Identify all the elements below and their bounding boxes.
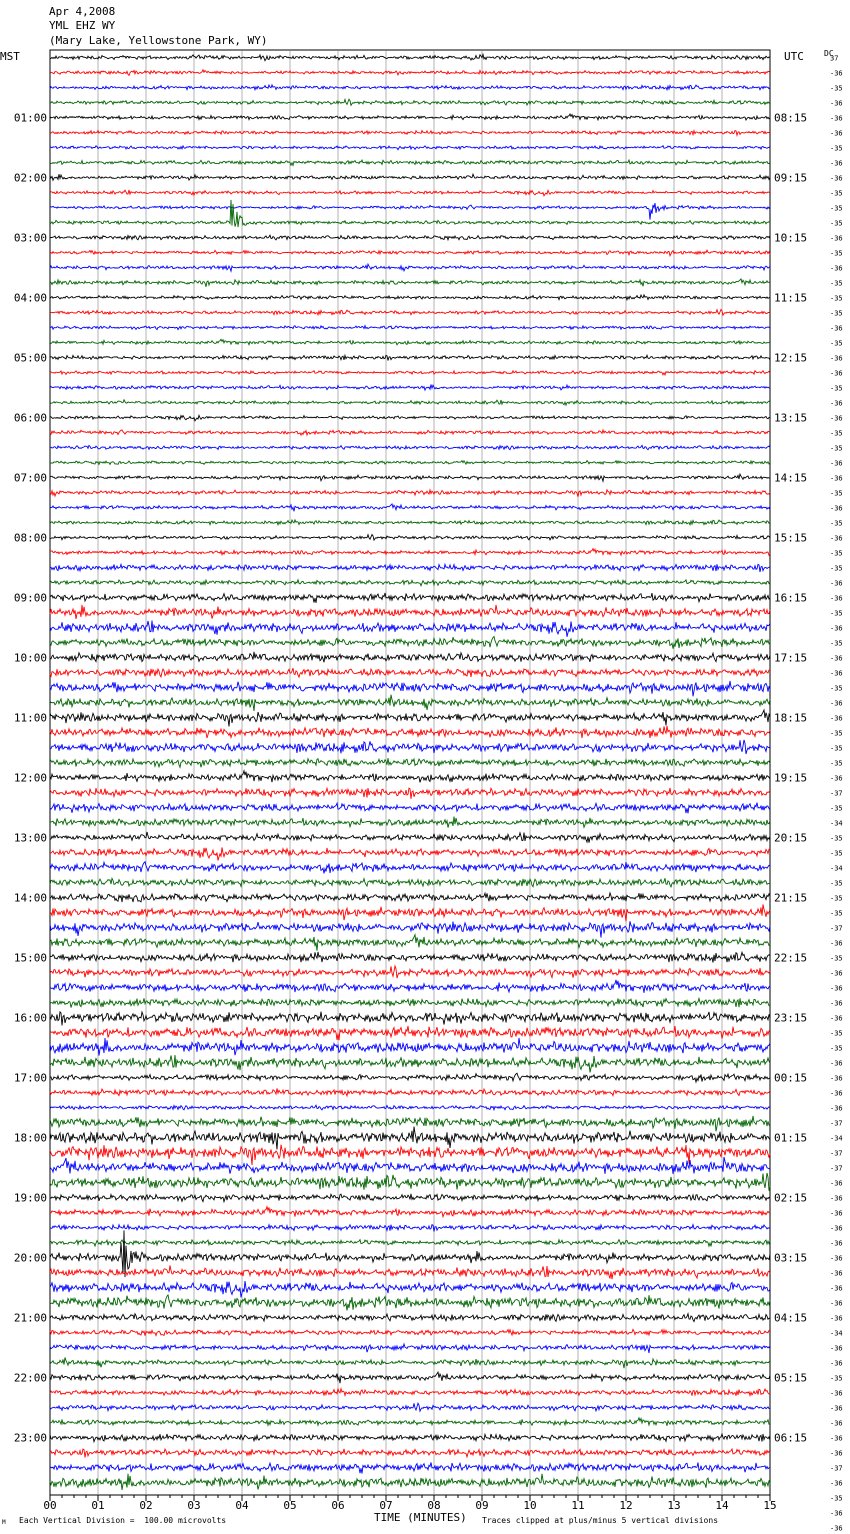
trace-line — [50, 203, 770, 220]
dc-offset-label: -36 — [830, 1404, 843, 1413]
dc-offset-label: -36 — [830, 324, 843, 333]
trace-line — [50, 415, 770, 420]
trace-line — [50, 504, 770, 511]
trace-line — [50, 580, 770, 586]
corner-mark: M — [2, 1519, 6, 1526]
left-time-label: 16:00 — [13, 1011, 47, 1025]
trace-line — [50, 1105, 770, 1110]
right-time-label: 21:15 — [774, 891, 808, 905]
dc-offset-label: -35 — [830, 309, 843, 318]
dc-offset-label: -36 — [830, 1059, 843, 1068]
x-tick-label: 09 — [475, 1499, 489, 1512]
dc-offset-label: -37 — [830, 1119, 843, 1128]
trace-line — [50, 279, 770, 287]
dc-offset-label: -36 — [830, 984, 843, 993]
left-time-label: 04:00 — [13, 291, 47, 305]
right-time-label: 13:15 — [774, 411, 808, 425]
trace-line — [50, 310, 770, 316]
trace-line — [50, 461, 770, 465]
left-time-label: 12:00 — [13, 771, 47, 785]
dc-offset-label: -34 — [830, 864, 843, 873]
left-time-label: 10:00 — [13, 651, 47, 665]
trace-line — [50, 250, 770, 256]
trace-line — [50, 131, 770, 136]
dc-offset-label: -36 — [830, 969, 843, 978]
trace-line — [50, 652, 770, 663]
dc-offset-label: -35 — [830, 879, 843, 888]
trace-line — [50, 339, 770, 345]
dc-offset-label: -36 — [830, 159, 843, 168]
trace-line — [50, 878, 770, 887]
trace-line — [50, 1403, 770, 1411]
trace-line — [50, 966, 770, 978]
x-tick-label: 13 — [667, 1499, 681, 1512]
trace-line — [50, 1157, 770, 1174]
trace-line — [50, 952, 770, 963]
left-time-label: 03:00 — [13, 231, 47, 245]
right-time-label: 23:15 — [774, 1011, 808, 1025]
dc-offset-label: -36 — [830, 1419, 843, 1428]
x-tick-label: 01 — [91, 1499, 105, 1512]
dc-offset-label: -36 — [830, 1104, 843, 1113]
trace-line — [50, 1038, 770, 1056]
dc-offset-label: -35 — [830, 219, 843, 228]
right-time-label: 22:15 — [774, 951, 808, 965]
trace-line — [50, 1240, 770, 1247]
trace-line — [50, 1088, 770, 1096]
dc-offset-label: -36 — [830, 114, 843, 123]
trace-line — [50, 1462, 770, 1473]
dc-offset-label: -35 — [830, 1494, 843, 1503]
dc-offset-label: -35 — [830, 84, 843, 93]
dc-offset-label: -36 — [830, 714, 843, 723]
trace-line — [50, 295, 770, 300]
left-time-label: 13:00 — [13, 831, 47, 845]
trace-line — [50, 1474, 770, 1490]
right-time-label: 18:15 — [774, 711, 808, 725]
dc-offset-label: -36 — [830, 1389, 843, 1398]
dc-offset-label: -36 — [830, 129, 843, 138]
left-time-label: 23:00 — [13, 1431, 47, 1445]
x-tick-label: 14 — [715, 1499, 729, 1512]
trace-line — [50, 1055, 770, 1072]
trace-line — [50, 681, 770, 696]
dc-offset-label: -36 — [830, 69, 843, 78]
dc-offset-label: -35 — [830, 729, 843, 738]
trace-line — [50, 520, 770, 525]
left-time-label: 09:00 — [13, 591, 47, 605]
clip-note: Traces clipped at plus/minus 5 vertical divisions — [482, 1516, 719, 1525]
trace-line — [50, 114, 770, 120]
dc-offset-label: -36 — [830, 1014, 843, 1023]
dc-offset-label: -35 — [830, 444, 843, 453]
right-time-label: 09:15 — [774, 171, 808, 185]
dc-offset-label: -35 — [830, 1374, 843, 1383]
dc-offset-label: -36 — [830, 1179, 843, 1188]
right-time-label: 17:15 — [774, 651, 808, 665]
x-tick-label: 15 — [763, 1499, 777, 1512]
dc-offset-label: -35 — [830, 549, 843, 558]
dc-offset-label: -35 — [830, 804, 843, 813]
left-time-label: 20:00 — [13, 1251, 47, 1265]
right-time-label: 20:15 — [774, 831, 808, 845]
dc-offset-label: -36 — [830, 174, 843, 183]
dc-offset-label: -35 — [830, 429, 843, 438]
dc-offset-label: -36 — [830, 264, 843, 273]
trace-line — [50, 535, 770, 541]
right-time-label: 16:15 — [774, 591, 808, 605]
trace-line — [50, 400, 770, 405]
dc-offset-label: -35 — [830, 249, 843, 258]
dc-offset-label: -35 — [830, 1029, 843, 1038]
trace-line — [50, 490, 770, 497]
dc-offset-label: -36 — [830, 654, 843, 663]
trace-line — [50, 1434, 770, 1442]
trace-line — [50, 788, 770, 799]
trace-line — [50, 1265, 770, 1279]
trace-line — [50, 190, 770, 196]
trace-line — [50, 1372, 770, 1383]
right-time-label: 04:15 — [774, 1311, 808, 1325]
dc-offset-label: -36 — [830, 1194, 843, 1203]
x-tick-label: 00 — [43, 1499, 57, 1512]
dc-offset-label: -36 — [830, 1284, 843, 1293]
dc-offset-label: -36 — [830, 1344, 843, 1353]
trace-line — [50, 85, 770, 90]
right-time-label: 10:15 — [774, 231, 808, 245]
dc-offset-label: -36 — [830, 234, 843, 243]
x-tick-label: 03 — [187, 1499, 201, 1512]
dc-offset-label: -35 — [830, 909, 843, 918]
left-time-label: 15:00 — [13, 951, 47, 965]
dc-offset-label: -36 — [830, 399, 843, 408]
station-label: YML EHZ WY — [49, 19, 116, 32]
trace-line — [50, 1389, 770, 1396]
right-time-label: 03:15 — [774, 1251, 808, 1265]
dc-offset-label: -37 — [830, 1149, 843, 1158]
trace-line — [50, 385, 770, 391]
right-time-label: 19:15 — [774, 771, 808, 785]
trace-line — [50, 1358, 770, 1369]
dc-offset-label: -36 — [830, 1524, 843, 1533]
dc-offset-label: -37 — [830, 1464, 843, 1473]
trace-line — [50, 174, 770, 180]
trace-line — [50, 146, 770, 150]
dc-offset-label: -35 — [830, 489, 843, 498]
right-time-label: 06:15 — [774, 1431, 808, 1445]
trace-line — [50, 980, 770, 993]
x-tick-label: 10 — [523, 1499, 537, 1512]
dc-offset-label: -35 — [830, 144, 843, 153]
trace-line — [50, 1449, 770, 1458]
dc-offset-label: -35 — [830, 894, 843, 903]
dc-offset-label: -36 — [830, 1209, 843, 1218]
trace-line — [50, 1073, 770, 1082]
trace-line — [50, 726, 770, 738]
dc-offset-label: -37 — [830, 924, 843, 933]
trace-line — [50, 371, 770, 375]
dc-offset-label: -36 — [830, 1299, 843, 1308]
dc-offset-label: -35 — [830, 519, 843, 528]
dc-offset-label: -37 — [830, 789, 843, 798]
trace-line — [50, 430, 770, 435]
right-time-label: 14:15 — [774, 471, 808, 485]
trace-line — [50, 1026, 770, 1040]
trace-line — [50, 817, 770, 828]
dc-offset-label: -36 — [830, 1449, 843, 1458]
trace-line — [50, 668, 770, 677]
left-time-label: 05:00 — [13, 351, 47, 365]
trace-line — [50, 474, 770, 481]
trace-line — [50, 160, 770, 165]
dc-offset-label: -35 — [830, 189, 843, 198]
right-time-label: 08:15 — [774, 111, 808, 125]
trace-line — [50, 803, 770, 814]
trace-line — [50, 1145, 770, 1165]
dc-offset-label: -35 — [830, 834, 843, 843]
dc-offset-label: -36 — [830, 579, 843, 588]
trace-line — [50, 70, 770, 76]
dc-offset-label: -35 — [830, 759, 843, 768]
dc-offset-label: -36 — [830, 669, 843, 678]
dc-offset-label: -36 — [830, 1224, 843, 1233]
dc-offset-label: -36 — [830, 1239, 843, 1248]
trace-line — [50, 55, 770, 61]
trace-line — [50, 621, 770, 637]
trace-line — [50, 862, 770, 874]
left-time-label: 18:00 — [13, 1131, 47, 1145]
trace-line — [50, 1012, 770, 1026]
left-time-label: 22:00 — [13, 1371, 47, 1385]
dc-offset-label: -36 — [830, 414, 843, 423]
dc-offset-label: -36 — [830, 999, 843, 1008]
right-time-label: 11:15 — [774, 291, 808, 305]
trace-line — [50, 695, 770, 711]
trace-line — [50, 1194, 770, 1202]
dc-offset-label: -36 — [830, 939, 843, 948]
scale-note: Each Vertical Division = 100.00 microvolts — [19, 1516, 227, 1525]
dc-offset-label: -36 — [830, 699, 843, 708]
trace-line — [50, 235, 770, 240]
date-label: Apr 4,2008 — [49, 5, 116, 18]
trace-line — [50, 832, 770, 843]
dc-offset-label: -35 — [830, 384, 843, 393]
left-time-label: 07:00 — [13, 471, 47, 485]
trace-line — [50, 1173, 770, 1191]
trace-line — [50, 200, 770, 227]
trace-line — [50, 1314, 770, 1322]
dc-offset-label: -36 — [830, 1074, 843, 1083]
left-time-label: 08:00 — [13, 531, 47, 545]
x-tick-label: 04 — [235, 1499, 249, 1512]
dc-offset-label: -36 — [830, 1479, 843, 1488]
dc-offset-label: -35 — [830, 744, 843, 753]
left-time-label: 11:00 — [13, 711, 47, 725]
dc-offset-label: -36 — [830, 1314, 843, 1323]
dc-offset-label: -36 — [830, 1089, 843, 1098]
trace-line — [50, 1207, 770, 1217]
dc-header-label: DC — [824, 49, 834, 58]
dc-offset-label: -35 — [830, 204, 843, 213]
dc-offset-label: -36 — [830, 1254, 843, 1263]
trace-line — [50, 564, 770, 572]
trace-line — [50, 847, 770, 860]
right-timezone-label: UTC — [784, 50, 804, 63]
x-tick-label: 02 — [139, 1499, 153, 1512]
dc-offset-label: -36 — [830, 1509, 843, 1518]
trace-line — [50, 710, 770, 727]
dc-offset-label: -36 — [830, 1434, 843, 1443]
dc-offset-label: -34 — [830, 1134, 843, 1143]
dc-offset-label: -35 — [830, 849, 843, 858]
dc-offset-label: -35 — [830, 1044, 843, 1053]
right-time-label: 15:15 — [774, 531, 808, 545]
dc-offset-label: -36 — [830, 1359, 843, 1368]
right-time-label: 02:15 — [774, 1191, 808, 1205]
left-time-label: 06:00 — [13, 411, 47, 425]
dc-offset-label: -35 — [830, 684, 843, 693]
x-tick-label: 07 — [379, 1499, 393, 1512]
dc-offset-label: -36 — [830, 459, 843, 468]
trace-line — [50, 998, 770, 1007]
trace-line — [50, 99, 770, 105]
dc-offset-label: -34 — [830, 819, 843, 828]
trace-line — [50, 740, 770, 754]
trace-line — [50, 1329, 770, 1335]
dc-offset-label: -35 — [830, 564, 843, 573]
dc-offset-label: -36 — [830, 534, 843, 543]
x-tick-label: 06 — [331, 1499, 345, 1512]
trace-line — [50, 1281, 770, 1297]
trace-line — [50, 326, 770, 330]
left-timezone-label: MST — [0, 50, 20, 63]
dc-offset-label: -36 — [830, 594, 843, 603]
left-time-label: 19:00 — [13, 1191, 47, 1205]
trace-line — [50, 1225, 770, 1232]
dc-offset-label: -35 — [830, 639, 843, 648]
dc-offset-label: -35 — [830, 279, 843, 288]
x-tick-label: 05 — [283, 1499, 297, 1512]
dc-offset-label: -35 — [830, 609, 843, 618]
trace-line — [50, 593, 770, 603]
trace-line — [50, 1344, 770, 1353]
dc-offset-label: -36 — [830, 474, 843, 483]
left-time-label: 21:00 — [13, 1311, 47, 1325]
left-time-label: 02:00 — [13, 171, 47, 185]
left-time-label: 01:00 — [13, 111, 47, 125]
x-axis-title: TIME (MINUTES) — [374, 1511, 467, 1524]
dc-offset-label: -36 — [830, 99, 843, 108]
trace-line — [50, 264, 770, 271]
right-time-label: 01:15 — [774, 1131, 808, 1145]
dc-offset-label: -35 — [830, 339, 843, 348]
dc-offset-label: -35 — [830, 294, 843, 303]
trace-line — [50, 355, 770, 360]
dc-offset-label: -36 — [830, 624, 843, 633]
trace-line — [50, 771, 770, 783]
trace-line — [50, 1418, 770, 1426]
trace-line — [50, 1116, 770, 1131]
left-time-label: 14:00 — [13, 891, 47, 905]
right-time-label: 12:15 — [774, 351, 808, 365]
dc-offset-label: -35 — [830, 954, 843, 963]
dc-offset-label: -36 — [830, 354, 843, 363]
x-tick-label: 08 — [427, 1499, 441, 1512]
trace-line — [50, 445, 770, 449]
dc-offset-label: -36 — [830, 369, 843, 378]
left-time-label: 17:00 — [13, 1071, 47, 1085]
dc-offset-label: -34 — [830, 1329, 843, 1338]
trace-line — [50, 1127, 770, 1150]
dc-offset-label: -37 — [830, 1164, 843, 1173]
x-tick-label: 11 — [571, 1499, 585, 1512]
trace-line — [50, 1295, 770, 1311]
trace-line — [50, 549, 770, 556]
dc-offset-label: 37 — [830, 54, 839, 63]
location-label: (Mary Lake, Yellowstone Park, WY) — [49, 34, 268, 47]
dc-offset-label: -36 — [830, 774, 843, 783]
dc-offset-label: -36 — [830, 1269, 843, 1278]
trace-line — [50, 637, 770, 649]
x-tick-label: 12 — [619, 1499, 633, 1512]
right-time-label: 05:15 — [774, 1371, 808, 1385]
trace-line — [50, 904, 770, 921]
trace-line — [50, 605, 770, 619]
trace-line — [50, 758, 770, 767]
right-time-label: 00:15 — [774, 1071, 808, 1085]
trace-line — [50, 921, 770, 937]
dc-offset-label: -36 — [830, 504, 843, 513]
trace-line — [50, 893, 770, 902]
trace-line — [50, 935, 770, 951]
